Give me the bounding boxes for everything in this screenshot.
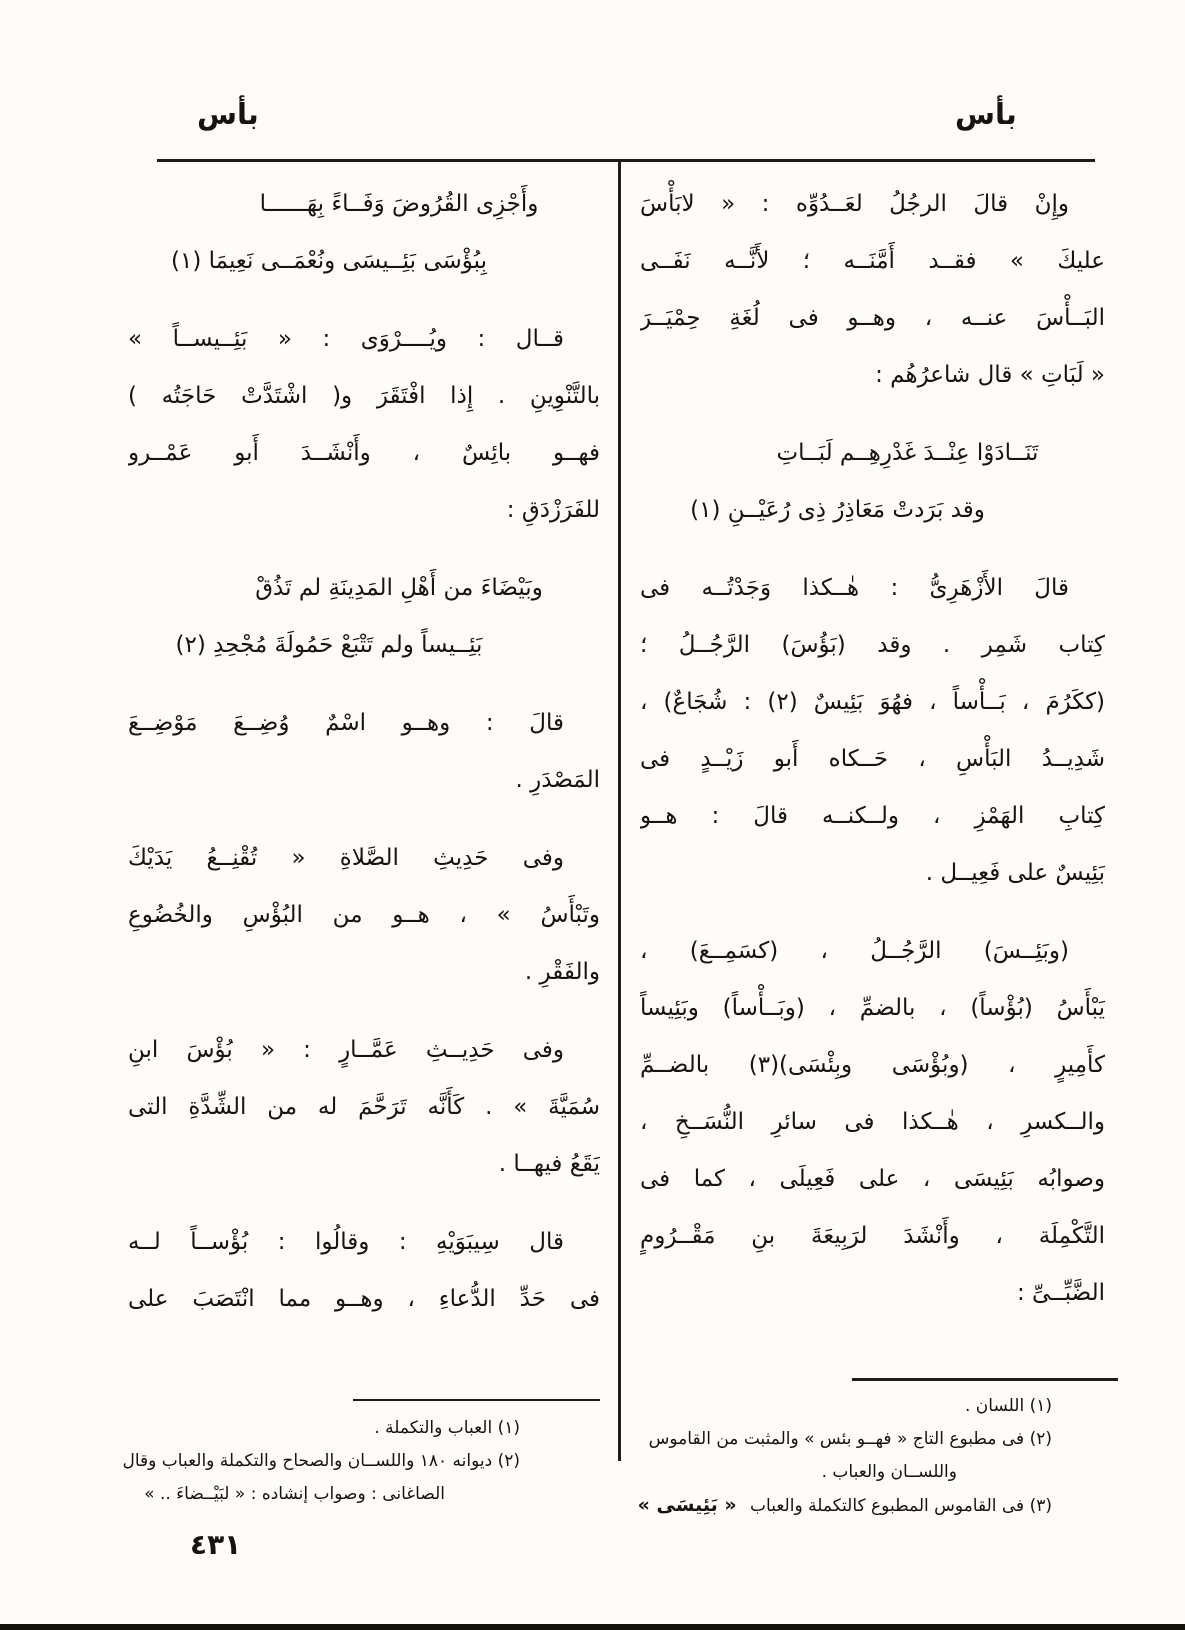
text-line: قالَ الأَزْهَرِىُّ : هٰــكذا وَجَدْتُــه فى — [640, 575, 1069, 601]
text-line: « لَبَاتِ » قال شاعرُهُم : — [875, 362, 1105, 388]
left-column — [128, 176, 600, 1349]
paragraph — [128, 311, 600, 539]
verse-line: وبَيْضَاءَ من أَهْلِ المَدِينَةِ لم تَذُقْ — [255, 575, 543, 601]
verse-line: تَنَــادَوْا عِنْــدَ غَدْرِهِــم لَبَــاتِ — [776, 440, 1039, 466]
text-line: بالتَّنْوِينِ . إِذا افْتَقَرَ و( اشْتَدَّتْ حَاجَتُه ) — [128, 383, 600, 409]
text-line: بَئِيسٌ على فَعِيــل . — [925, 860, 1105, 886]
header-catchword-right: بأس — [955, 97, 1017, 131]
text-line: قالَ : وهــو اسْمٌ وُضِــعَ مَوْضِــعَ — [128, 710, 564, 736]
text-line: فى حَدِّ الدُّعاءِ ، وهــو مما انْتَصَبَ على — [128, 1286, 600, 1312]
footnote-line: (١) العباب والتكملة . — [374, 1418, 520, 1438]
footnote-line: الصاغانى : وصواب إنشاده : « لبَيْــضاءَ .. » — [144, 1484, 445, 1504]
text-line: الضَّبِّــىِّ : — [1017, 1280, 1105, 1306]
text-line: وإِنْ قالَ الرجُلُ لعَــدُوِّه : « لابَأْسَ — [640, 191, 1069, 217]
text-line: وتَبْأَسُ » ، هــو من البُؤْسِ والخُضُوعِ — [128, 902, 600, 928]
text-line: والــكسرِ ، هٰــكذا فى سائرِ النُّسَــخِ ، — [640, 1109, 1105, 1135]
text-line: شَدِيــدُ البَأْسِ ، حَــكاه أَبو زَيْــدٍ فى — [640, 746, 1105, 772]
header-rule — [157, 159, 1095, 162]
footnotes-left — [122, 1412, 520, 1511]
text-line: وصوابُه بَئِيسَى ، على فَعِيلَى ، كما فى — [640, 1166, 1105, 1192]
page-number: ٤٣١ — [190, 1528, 242, 1561]
text-line: سُمَيَّةَ » . كَأَنَّه تَرَحَّمَ له من الشِّدَّةِ التى — [128, 1094, 600, 1120]
text-line: كِتابِ الهَمْزِ ، ولــكنــه قالَ : هــو — [640, 803, 1105, 829]
text-line: (ككَرُمَ ، بَــأْساً ، فهُوَ بَئِيسٌ (٢) : شُجَاعٌ) ، — [640, 689, 1105, 715]
text-line: كِتاب شَمِر . وقد (بَؤُسَ) الرَّجُــلُ ؛ — [640, 632, 1105, 658]
footnote-rule-right — [852, 1378, 1118, 1381]
footnotes-right — [622, 1390, 1052, 1523]
footnote-bold-term: « بَئِيسَى » — [637, 1494, 737, 1516]
verse-line: وأَجْزِى القُرُوضَ وَفَــاءً بِهَــــــا — [259, 191, 539, 217]
text-line: للفَرَزْدَقِ : — [506, 497, 600, 523]
text-line: فهــو بائِسٌ ، وأَنْشَــدَ أَبو عَمْــرو — [128, 440, 600, 466]
verse-couplet — [128, 176, 600, 290]
text-line: وفى حَدِيثِ الصَّلاةِ « تُقْنِــعُ يَدَيْكَ — [128, 845, 564, 871]
text-line: يَقَعُ فيهــا . — [498, 1151, 600, 1177]
text-line: التَّكْمِلَة ، وأَنْشَدَ لرَبِيعَةَ بنِ مَقْــرُومٍ — [640, 1223, 1105, 1249]
text-line: قــال : ويُــــرْوَى : « بَئِــيســاً » — [128, 326, 564, 352]
text-line: يَبْأَسُ (بُؤْساً) ، بالضمِّ ، (وبَــأْساً) وبَئِيساً — [640, 995, 1105, 1021]
text-line: البَــأْسَ عنــه ، وهــو فى لُغَةِ حِمْيَــرَ — [640, 305, 1105, 331]
paragraph — [640, 560, 1105, 902]
header-catchword-left: بأس — [197, 97, 259, 131]
verse-line: بِبُؤْسَى بَئِــيسَى ونُعْمَــى نَعِيمَا (١) — [171, 248, 487, 274]
scan-bottom-edge-line — [0, 1624, 1185, 1630]
verse-line: وقد بَرَدتْ مَعَاذِرُ ذِى رُعَيْــنِ (١) — [690, 497, 985, 523]
right-column — [640, 176, 1105, 1343]
text-line: والفَقْرِ . — [524, 959, 600, 985]
paragraph — [640, 176, 1105, 404]
footnote-text: (٣) فى القاموس المطبوع كالتكملة والعباب — [750, 1496, 1052, 1516]
paragraph — [640, 923, 1105, 1322]
footnote-line: (١) اللسان . — [965, 1396, 1052, 1416]
text-line: (وبَئِــسَ) الرَّجُــلُ ، (كسَمِــعَ) ، — [640, 938, 1069, 964]
column-divider-rule — [618, 161, 621, 1461]
paragraph — [128, 695, 600, 809]
verse-line: بَئِــيساً ولم تَتْبَعْ حَمُولَةَ مُجْحِدِ (٢) — [175, 632, 483, 658]
verse-couplet — [640, 425, 1105, 539]
footnote-line: واللســان والعباب . — [821, 1462, 957, 1482]
footnote-line — [622, 1489, 1052, 1523]
footnote-rule-left — [353, 1399, 600, 1401]
text-line: عليكَ » فقــد أَمَّنَــه ؛ لأَنَّــه نَفَــى — [640, 248, 1105, 274]
paragraph — [128, 1022, 600, 1193]
footnote-line: (٢) فى مطبوع التاج « فهــو بئس » والمثبت من القاموس — [648, 1429, 1052, 1449]
paragraph — [128, 1214, 600, 1328]
text-line: وفى حَدِيــثِ عَمَّــارٍ : « بُؤْسَ ابنِ — [128, 1037, 564, 1063]
paragraph — [128, 830, 600, 1001]
verse-couplet — [128, 560, 600, 674]
text-line: كأَمِيرٍ ، (وبُؤْسَى وبِئْسَى)(٣) بالضــمِّ — [640, 1052, 1105, 1078]
text-line: قال سِيبَوَيْهِ : وقالُوا : بُؤْســاً لــه — [128, 1229, 564, 1255]
text-line: المَصْدَرِ . — [515, 767, 600, 793]
footnote-line: (٢) ديوانه ١٨٠ واللســان والصحاح والتكملة والعباب وقال — [122, 1451, 520, 1471]
